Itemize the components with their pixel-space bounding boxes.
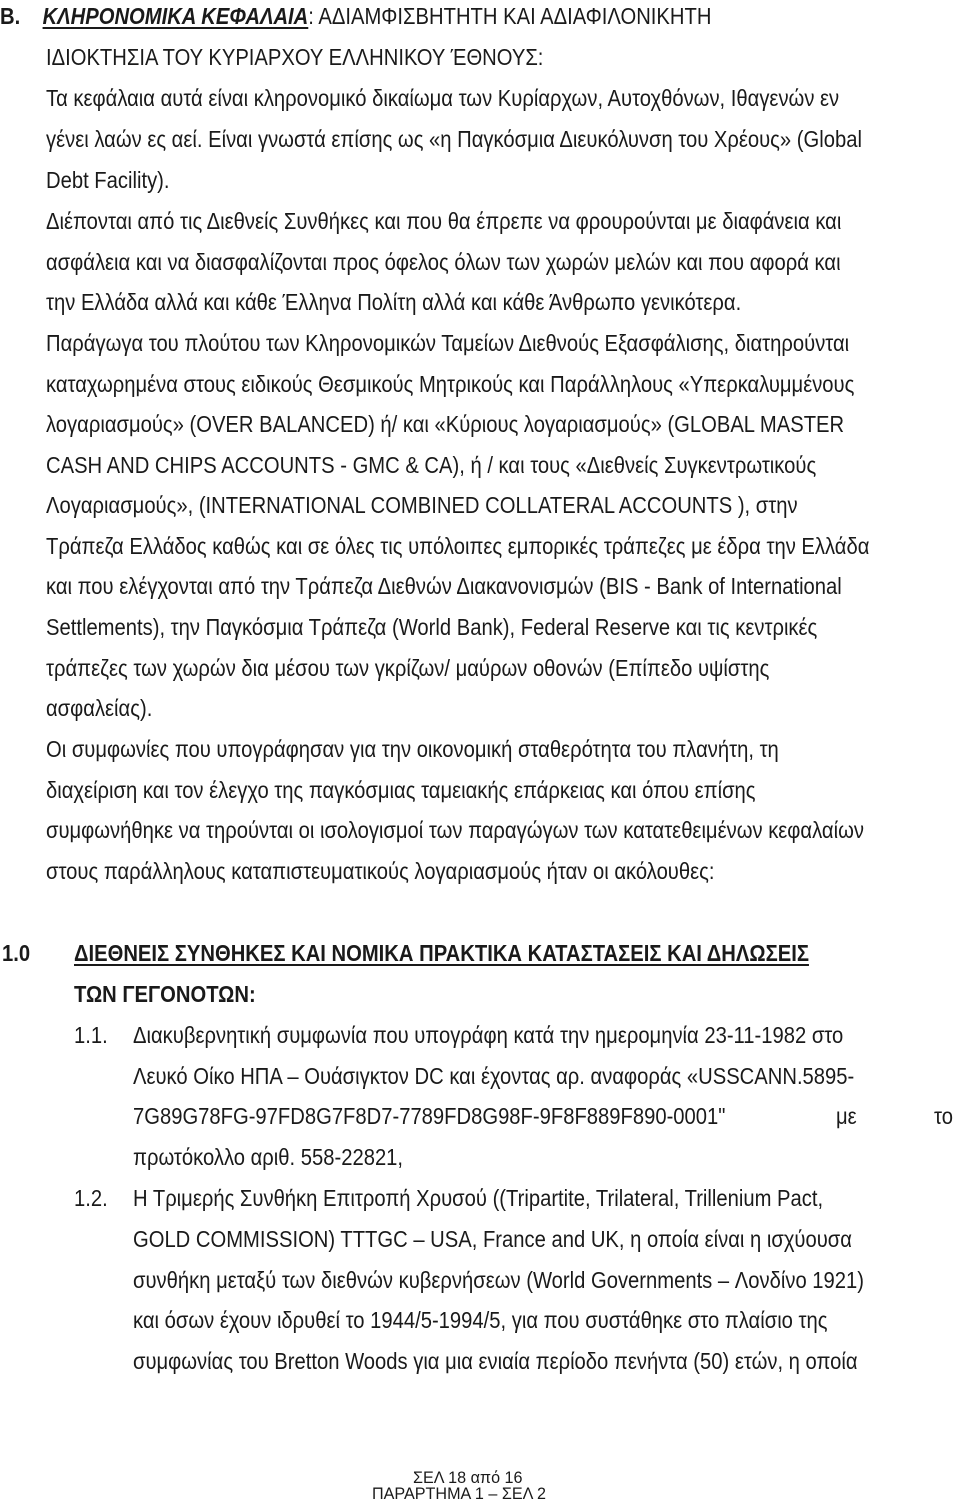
item-line: και όσων έχουν ιδρυθεί το 1944/5-1994/5, για που συστάθηκε στο πλαίσιο της bbox=[133, 1307, 828, 1333]
paragraph-line: συμφωνήθηκε να τηρούνται οι ισολογισμοί των παραγώγων των κατατεθειμένων κεφαλαίων bbox=[46, 817, 864, 843]
paragraph-line: Τα κεφάλαια αυτά είναι κληρονομικό δικαίωμα των Κυρίαρχων, Αυτοχθόνων, Ιθαγενών εν bbox=[46, 85, 840, 111]
item-line: Η Τριμερής Συνθήκη Επιτροπή Χρυσού ((Tripartite, Trilateral, Trillenium Pact, bbox=[133, 1185, 824, 1211]
section-1-heading-line2: ΤΩΝ ΓΕΓΟΝΟΤΩΝ: bbox=[74, 981, 256, 1007]
paragraph-line: στους παράλληλους καταπιστευματικούς λογαριασμούς ήταν οι ακόλουθες: bbox=[46, 858, 715, 884]
paragraph-line: Διέπονται από τις Διεθνείς Συνθήκες και που θα έπρεπε να φρουρούνται με διαφάνεια και bbox=[46, 208, 842, 234]
item-line: GOLD COMMISSION) TTTGC – USA, France and UK, η οποία είναι η ισχύουσα bbox=[133, 1226, 852, 1252]
page-number: ΣΕΛ 18 από 16 bbox=[413, 1468, 523, 1487]
item-line-word: το bbox=[934, 1103, 953, 1129]
section-b-title: ΚΛΗΡΟΝΟΜΙΚΑ ΚΕΦΑΛΑΙΑ bbox=[42, 3, 309, 29]
item-line: πρωτόκολλο αριθ. 558-22821, bbox=[133, 1144, 404, 1170]
item-line: Διακυβερνητική συμφωνία που υπογράφη κατά την ημερομηνία 23-11-1982 στο bbox=[133, 1022, 844, 1048]
item-line: συμφωνίας του Bretton Woods για μια ενιαία περίοδο πενήντα (50) ετών, η οποία bbox=[133, 1348, 858, 1374]
paragraph-line: Παράγωγα του πλούτου των Κληρονομικών Ταμείων Διεθνούς Εξασφάλισης, διατηρούνται bbox=[46, 330, 850, 356]
item-line-word: με bbox=[836, 1103, 857, 1129]
section-b-heading-line2: ΙΔΙΟΚΤΗΣΙΑ ΤΟΥ ΚΥΡΙΑΡΧΟΥ ΕΛΛΗΝΙΚΟΥ ΈΘΝΟΥΣ: bbox=[46, 44, 544, 70]
paragraph-line: τράπεζες των χωρών δια μέσου των γκρίζων/ μαύρων οθονών (Επίπεδο υψίστης bbox=[46, 655, 770, 681]
section-b-heading bbox=[0, 2, 711, 30]
paragraph-line: Λογαριασμούς», (INTERNATIONAL COMBINED COLLATERAL ACCOUNTS ), στην bbox=[46, 492, 798, 518]
paragraph-line: διαχείριση και τον έλεγχο της παγκόσμιας ταμειακής επάρκειας και όπου επίσης bbox=[46, 777, 756, 803]
paragraph-line: Settlements), την Παγκόσμια Τράπεζα (World Bank), Federal Reserve και τις κεντρικές bbox=[46, 614, 818, 640]
section-1-heading: ΔΙΕΘΝΕΙΣ ΣΥΝΘΗΚΕΣ ΚΑΙ ΝΟΜΙΚΑ ΠΡΑΚΤΙΚΑ ΚΑΤΑΣΤΑΣΕΙΣ ΚΑΙ ΔΗΛΩΣΕΙΣ bbox=[74, 940, 809, 966]
paragraph-line: ασφάλεια και να διασφαλίζονται προς όφελος όλων των χωρών μελών και που αφορά και bbox=[46, 249, 841, 275]
section-1-number: 1.0 bbox=[2, 940, 31, 966]
paragraph-line: την Ελλάδα αλλά και κάθε Έλληνα Πολίτη αλλά και κάθε Άνθρωπο γενικότερα. bbox=[46, 289, 742, 315]
paragraph-line: Τράπεζα Ελλάδος καθώς και σε όλες τις υπόλοιπες εμπορικές τράπεζες με έδρα την Ελλάδα bbox=[46, 533, 870, 559]
paragraph-line: Οι συμφωνίες που υπογράφησαν για την οικονομική σταθερότητα του πλανήτη, τη bbox=[46, 736, 779, 762]
paragraph-line: Debt Facility). bbox=[46, 167, 170, 193]
paragraph-line: και που ελέγχονται από την Τράπεζα Διεθνών Διακανονισμών (BIS - Bank of International bbox=[46, 573, 842, 599]
section-b-title-rest: : ΑΔΙΑΜΦΙΣΒΗΤΗΤΗ ΚΑΙ ΑΔΙΑΦΙΛΟΝΙΚΗΤΗ bbox=[308, 3, 712, 29]
item-line: 7G89G78FG-97FD8G7F8D7-7789FD8G98F-9F8F889F890-0001" bbox=[133, 1103, 726, 1129]
annex-label: ΠΑΡΑΡΤΗΜΑ 1 – ΣΕΛ 2 bbox=[372, 1484, 546, 1503]
paragraph-line: καταχωρημένα στους ειδικούς Θεσμικούς Μητρικούς και Παράλληλους «Υπερκαλυμμένους bbox=[46, 371, 855, 397]
item-number: 1.2. bbox=[74, 1185, 108, 1211]
paragraph-line: γένει λαών ες αεί. Είναι γνωστά επίσης ως «η Παγκόσμια Διευκόλυνση του Χρέους» (Global bbox=[46, 126, 862, 152]
item-line: Λευκό Οίκο ΗΠΑ – Ουάσιγκτον DC και έχοντας αρ. αναφοράς «USSCANN.5895- bbox=[133, 1063, 855, 1089]
section-b-letter: B. bbox=[0, 3, 21, 29]
paragraph-line: λογαριασμούς» (OVER BALANCED) ή/ και «Κύριους λογαριασμούς» (GLOBAL MASTER bbox=[46, 411, 845, 437]
item-line: συνθήκη μεταξύ των διεθνών κυβερνήσεων (World Governments – Λονδίνο 1921) bbox=[133, 1267, 864, 1293]
item-number: 1.1. bbox=[74, 1022, 108, 1048]
paragraph-line: ασφαλείας). bbox=[46, 695, 153, 721]
paragraph-line: CASH AND CHIPS ACCOUNTS - GMC & CA), ή / και τους «Διεθνείς Συγκεντρωτικούς bbox=[46, 452, 817, 478]
